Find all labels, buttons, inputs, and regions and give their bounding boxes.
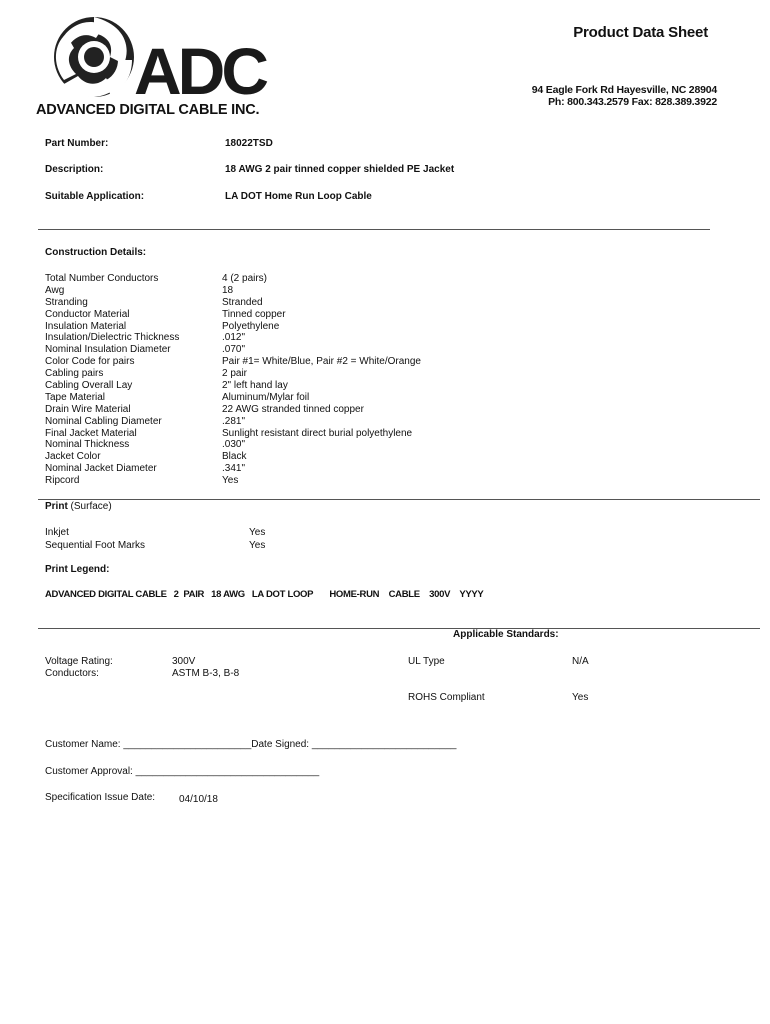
rohs-value: Yes [572, 692, 589, 703]
print-heading [45, 501, 112, 513]
application-label: Suitable Application: [45, 191, 145, 202]
construction-label: Nominal Jacket Diameter [45, 463, 157, 475]
construction-value: 18 [222, 284, 234, 296]
description-value: 18 AWG 2 pair tinned copper shielded PE Jacket [225, 164, 455, 175]
issue-date-label: Specification Issue Date: [45, 792, 156, 803]
issue-date-value: 04/10/18 [179, 794, 218, 805]
ul-type-label: UL Type [408, 656, 445, 667]
construction-label: Stranding [45, 296, 88, 308]
description-label: Description: [45, 164, 104, 175]
construction-label: Insulation Material [45, 320, 127, 332]
rohs-label: ROHS Compliant [408, 692, 485, 703]
construction-value: 22 AWG stranded tinned copper [222, 403, 364, 415]
part-number-label: Part Number: [45, 138, 109, 149]
construction-value: .012" [222, 332, 246, 344]
divider [38, 628, 760, 629]
customer-approval-line[interactable]: Customer Approval: _________________________________ [45, 766, 320, 777]
application-value: LA DOT Home Run Loop Cable [225, 191, 372, 202]
doc-title: Product Data Sheet [573, 24, 708, 41]
conductors-value: ASTM B-3, B-8 [172, 668, 240, 679]
logo-swirl-icon [54, 17, 134, 97]
construction-label: Ripcord [45, 475, 80, 487]
construction-value: Yes [222, 475, 239, 487]
construction-label: Nominal Cabling Diameter [45, 415, 162, 427]
construction-value: .281" [222, 415, 246, 427]
construction-value: Pair #1= White/Blue, Pair #2 = White/Orange [222, 356, 421, 368]
construction-value: 2" left hand lay [222, 380, 288, 392]
customer-name-line[interactable]: Customer Name: _______________________Date Signed: __________________________ [45, 739, 457, 750]
voltage-label: Voltage Rating: [45, 656, 113, 667]
company-phone-fax: Ph: 800.343.2579 Fax: 828.389.3922 [548, 96, 717, 108]
company-address: 94 Eagle Fork Rd Hayesville, NC 28904 [531, 84, 717, 96]
divider [38, 499, 760, 500]
construction-label: Nominal Insulation Diameter [45, 344, 171, 356]
construction-value: .070" [222, 344, 246, 356]
construction-value: .341" [222, 463, 246, 475]
construction-label: Nominal Thickness [45, 439, 130, 451]
construction-value: Black [222, 451, 247, 463]
construction-value: Tinned copper [222, 308, 286, 320]
construction-value: 4 (2 pairs) [222, 273, 268, 284]
construction-label: Insulation/Dielectric Thickness [45, 332, 180, 344]
print-value: Yes [249, 540, 266, 551]
conductors-label: Conductors: [45, 668, 99, 679]
print-value: Yes [249, 527, 266, 538]
logo-text: ADC [134, 34, 265, 104]
construction-label: Drain Wire Material [45, 403, 131, 415]
construction-label: Jacket Color [45, 451, 101, 463]
company-name: ADVANCED DIGITAL CABLE INC. [36, 102, 260, 118]
construction-label: Color Code for pairs [45, 356, 135, 368]
voltage-value: 300V [172, 656, 196, 667]
ul-type-value: N/A [572, 656, 589, 667]
construction-value: Polyethylene [222, 320, 280, 332]
construction-value: .030" [222, 439, 246, 451]
construction-label: Awg [45, 284, 65, 296]
construction-value: Stranded [222, 296, 263, 308]
company-logo [52, 14, 282, 104]
construction-label: Cabling Overall Lay [45, 380, 133, 392]
print-label: Inkjet [45, 527, 69, 538]
part-number-value: 18022TSD [225, 138, 273, 149]
standards-heading: Applicable Standards: [453, 629, 559, 640]
construction-label: Conductor Material [45, 308, 130, 320]
construction-label: Tape Material [45, 391, 106, 403]
construction-labels [45, 273, 179, 487]
construction-value: Sunlight resistant direct burial polyethylene [222, 427, 413, 439]
construction-label: Total Number Conductors [45, 273, 159, 284]
print-label: Sequential Foot Marks [45, 540, 146, 551]
print-legend-label: Print Legend: [45, 564, 110, 575]
print-heading-bold: Print [45, 501, 68, 512]
print-heading-rest: (Surface) [67, 501, 112, 512]
construction-label: Final Jacket Material [45, 427, 137, 439]
construction-value: 2 pair [222, 368, 248, 380]
construction-heading: Construction Details: [45, 247, 147, 258]
construction-value: Aluminum/Mylar foil [222, 391, 310, 403]
construction-label: Cabling pairs [45, 368, 104, 380]
print-legend-text: ADVANCED DIGITAL CABLE 2 PAIR 18 AWG LA DOT LOOP HOME-RUN CABLE 300V YYYY [45, 589, 484, 600]
construction-values [222, 273, 421, 487]
divider [38, 229, 710, 230]
